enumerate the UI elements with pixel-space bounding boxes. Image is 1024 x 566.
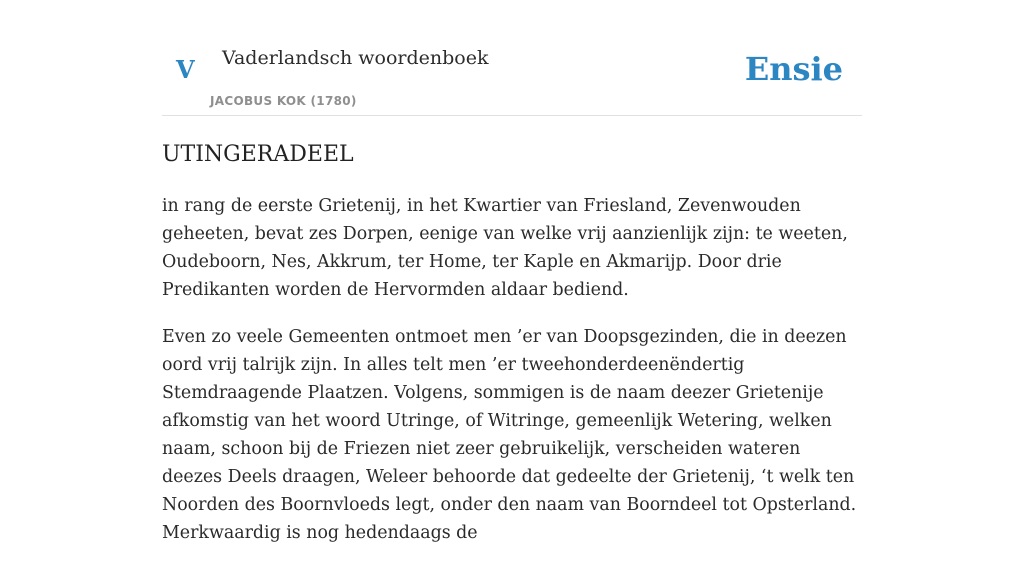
brand-logo[interactable]: Ensie xyxy=(744,50,843,88)
book-author: JACOBUS KOK (1780) xyxy=(210,94,357,108)
entry-body xyxy=(162,192,862,566)
book-title-link[interactable]: Vaderlandsch woordenboek xyxy=(222,47,489,69)
header xyxy=(162,0,862,116)
entry-paragraph: in rang de eerste Grietenij, in het Kwartier van Friesland, Zevenwouden geheeten, bevat zes Dorpen, eenige van welke vrij aanzienlijk zijn: te weeten, Oudeboorn, Nes, Akkrum, ter Home, ter Kaple en Akmarijp. Door drie Predikanten worden de Hervormden aldaar bediend. xyxy=(162,196,848,300)
section-letter[interactable]: V xyxy=(176,55,195,84)
content-column xyxy=(162,0,862,543)
entry-paragraph: Even zo veele Gemeenten ontmoet men ’er van Doopsgezinden, die in deezen oord vrij talrijk zijn. In alles telt men ’er tweehonderdeenëndertig Stemdraagende Plaatzen. Volgens, sommigen is de naam deezer Grietenije afkomstig van het woord Utringe, of Witringe, gemeenlijk Wetering, welken naam, schoon bij de Friezen niet zeer gebruikelijk, verscheiden wateren deezes Deels draagen, Weleer behoorde dat gedeelte der Grietenij, ‘t welk ten Noorden des Boornvloeds legt, onder den naam van Boorndeel tot Opsterland. Merkwaardig is nog hedendaags de xyxy=(162,327,857,543)
entry-title: UTINGERADEEL xyxy=(162,142,354,167)
